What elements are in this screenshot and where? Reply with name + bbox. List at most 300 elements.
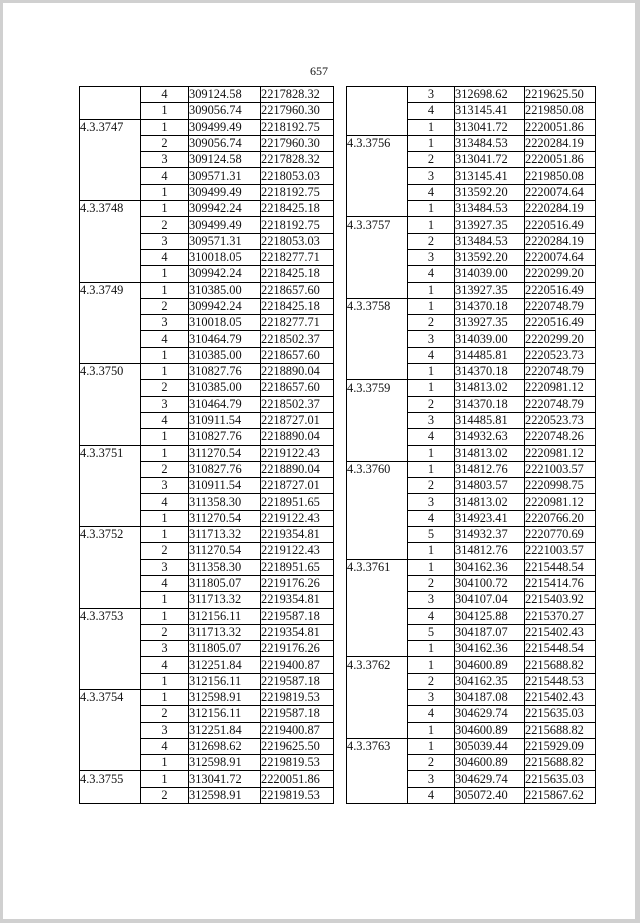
point-number-cell: 1 (408, 657, 455, 673)
parcel-id-cell (347, 364, 408, 380)
table-row (80, 494, 334, 510)
x-coordinate-cell: 312156.11 (189, 706, 261, 722)
parcel-id-cell (80, 787, 141, 803)
table-row (80, 592, 334, 608)
parcel-id-cell (347, 412, 408, 428)
table-row (80, 722, 334, 738)
parcel-id-cell (80, 706, 141, 722)
table-row (80, 315, 334, 331)
y-coordinate-cell: 2219625.50 (525, 87, 596, 103)
y-coordinate-cell: 2215688.82 (525, 657, 596, 673)
point-number-cell: 4 (408, 429, 455, 445)
parcel-id-cell (80, 755, 141, 771)
table-row (80, 298, 334, 314)
point-number-cell: 1 (141, 184, 189, 200)
point-number-cell: 3 (141, 559, 189, 575)
table-row (80, 641, 334, 657)
parcel-id-cell (80, 657, 141, 673)
point-number-cell: 1 (141, 755, 189, 771)
y-coordinate-cell: 2220051.86 (261, 771, 334, 787)
point-number-cell: 1 (141, 527, 189, 543)
x-coordinate-cell: 311270.54 (189, 445, 261, 461)
y-coordinate-cell: 2219176.26 (261, 575, 334, 591)
parcel-id-cell (347, 787, 408, 803)
y-coordinate-cell: 2219400.87 (261, 722, 334, 738)
x-coordinate-cell: 309571.31 (189, 233, 261, 249)
table-row (347, 543, 596, 559)
table-row (80, 201, 334, 217)
parcel-id-cell (347, 87, 408, 103)
point-number-cell: 1 (408, 445, 455, 461)
x-coordinate-cell: 314812.76 (455, 543, 525, 559)
point-number-cell: 4 (141, 657, 189, 673)
x-coordinate-cell: 312156.11 (189, 608, 261, 624)
x-coordinate-cell: 304600.89 (455, 657, 525, 673)
x-coordinate-cell: 312251.84 (189, 722, 261, 738)
point-number-cell: 1 (141, 429, 189, 445)
parcel-id-cell (80, 87, 141, 103)
table-row (80, 445, 334, 461)
parcel-id-cell (347, 722, 408, 738)
table-row (80, 249, 334, 265)
table-row (347, 249, 596, 265)
y-coordinate-cell: 2215635.03 (525, 706, 596, 722)
table-row (347, 706, 596, 722)
table-row (347, 624, 596, 640)
table-row (80, 543, 334, 559)
point-number-cell: 1 (141, 103, 189, 119)
y-coordinate-cell: 2220766.20 (525, 510, 596, 526)
table-row (80, 657, 334, 673)
table-row (347, 135, 596, 151)
point-number-cell: 2 (141, 706, 189, 722)
y-coordinate-cell: 2220299.20 (525, 331, 596, 347)
point-number-cell: 4 (141, 575, 189, 591)
table-row (80, 266, 334, 282)
table-row (347, 755, 596, 771)
point-number-cell: 1 (141, 771, 189, 787)
y-coordinate-cell: 2218502.37 (261, 396, 334, 412)
table-row (347, 673, 596, 689)
table-row (347, 641, 596, 657)
x-coordinate-cell: 313041.72 (189, 771, 261, 787)
point-number-cell: 1 (141, 445, 189, 461)
table-row (80, 168, 334, 184)
left-coordinate-table (79, 86, 334, 804)
x-coordinate-cell: 313927.35 (455, 282, 525, 298)
table-row (347, 380, 596, 396)
parcel-id-cell (80, 461, 141, 477)
table-row (80, 624, 334, 640)
x-coordinate-cell: 313041.72 (455, 119, 525, 135)
point-number-cell: 3 (408, 592, 455, 608)
point-number-cell: 1 (141, 689, 189, 705)
point-number-cell: 1 (141, 266, 189, 282)
parcel-id-cell (347, 510, 408, 526)
table-row (80, 771, 334, 787)
y-coordinate-cell: 2220523.73 (525, 412, 596, 428)
point-number-cell: 5 (408, 624, 455, 640)
x-coordinate-cell: 312598.91 (189, 689, 261, 705)
point-number-cell: 1 (408, 135, 455, 151)
point-number-cell: 1 (141, 119, 189, 135)
x-coordinate-cell: 310464.79 (189, 331, 261, 347)
parcel-id-cell (80, 298, 141, 314)
parcel-id-cell (347, 478, 408, 494)
parcel-id-cell (347, 331, 408, 347)
point-number-cell: 3 (141, 641, 189, 657)
y-coordinate-cell: 2215414.76 (525, 575, 596, 591)
parcel-id-cell (80, 315, 141, 331)
table-row (347, 266, 596, 282)
y-coordinate-cell: 2215448.54 (525, 641, 596, 657)
table-row (80, 135, 334, 151)
x-coordinate-cell: 314370.18 (455, 364, 525, 380)
x-coordinate-cell: 314039.00 (455, 331, 525, 347)
table-row (80, 738, 334, 754)
parcel-id-cell: 4.3.3761 (347, 559, 408, 575)
point-number-cell: 1 (408, 282, 455, 298)
table-row (80, 412, 334, 428)
point-number-cell: 3 (141, 315, 189, 331)
y-coordinate-cell: 2218727.01 (261, 412, 334, 428)
point-number-cell: 3 (141, 396, 189, 412)
y-coordinate-cell: 2218890.04 (261, 461, 334, 477)
x-coordinate-cell: 311713.32 (189, 592, 261, 608)
point-number-cell: 4 (408, 706, 455, 722)
parcel-id-cell: 4.3.3749 (80, 282, 141, 298)
parcel-id-cell (80, 510, 141, 526)
parcel-id-cell: 4.3.3748 (80, 201, 141, 217)
table-row (347, 103, 596, 119)
y-coordinate-cell: 2217960.30 (261, 135, 334, 151)
parcel-id-cell (347, 755, 408, 771)
parcel-id-cell: 4.3.3763 (347, 738, 408, 754)
x-coordinate-cell: 314485.81 (455, 347, 525, 363)
y-coordinate-cell: 2215688.82 (525, 722, 596, 738)
point-number-cell: 2 (408, 755, 455, 771)
x-coordinate-cell: 309942.24 (189, 201, 261, 217)
parcel-id-cell (80, 347, 141, 363)
table-row (347, 494, 596, 510)
parcel-id-cell (347, 673, 408, 689)
point-number-cell: 3 (141, 478, 189, 494)
y-coordinate-cell: 2219587.18 (261, 673, 334, 689)
y-coordinate-cell: 2220516.49 (525, 217, 596, 233)
x-coordinate-cell: 304100.72 (455, 575, 525, 591)
x-coordinate-cell: 311270.54 (189, 543, 261, 559)
table-row (347, 461, 596, 477)
y-coordinate-cell: 2220284.19 (525, 233, 596, 249)
table-row (347, 689, 596, 705)
table-row (347, 168, 596, 184)
x-coordinate-cell: 313484.53 (455, 233, 525, 249)
y-coordinate-cell: 2220284.19 (525, 201, 596, 217)
point-number-cell: 1 (408, 380, 455, 396)
x-coordinate-cell: 314813.02 (455, 445, 525, 461)
point-number-cell: 4 (141, 412, 189, 428)
y-coordinate-cell: 2218425.18 (261, 266, 334, 282)
y-coordinate-cell: 2218277.71 (261, 249, 334, 265)
x-coordinate-cell: 312598.91 (189, 787, 261, 803)
y-coordinate-cell: 2220284.19 (525, 135, 596, 151)
point-number-cell: 2 (141, 624, 189, 640)
y-coordinate-cell: 2220074.64 (525, 249, 596, 265)
parcel-id-cell (347, 119, 408, 135)
table-row (80, 527, 334, 543)
y-coordinate-cell: 2220074.64 (525, 184, 596, 200)
table-row (80, 787, 334, 803)
x-coordinate-cell: 311713.32 (189, 624, 261, 640)
point-number-cell: 1 (408, 217, 455, 233)
y-coordinate-cell: 2215402.43 (525, 624, 596, 640)
parcel-id-cell (347, 429, 408, 445)
point-number-cell: 3 (408, 168, 455, 184)
x-coordinate-cell: 311270.54 (189, 510, 261, 526)
point-number-cell: 2 (141, 543, 189, 559)
point-number-cell: 3 (141, 722, 189, 738)
table-row (347, 608, 596, 624)
table-row (80, 559, 334, 575)
parcel-id-cell (347, 396, 408, 412)
point-number-cell: 1 (408, 119, 455, 135)
x-coordinate-cell: 310464.79 (189, 396, 261, 412)
x-coordinate-cell: 309499.49 (189, 184, 261, 200)
point-number-cell: 1 (408, 722, 455, 738)
x-coordinate-cell: 309942.24 (189, 266, 261, 282)
table-row (347, 559, 596, 575)
y-coordinate-cell: 2217828.32 (261, 152, 334, 168)
x-coordinate-cell: 310911.54 (189, 412, 261, 428)
point-number-cell: 1 (141, 282, 189, 298)
x-coordinate-cell: 314370.18 (455, 396, 525, 412)
point-number-cell: 1 (408, 559, 455, 575)
parcel-id-cell: 4.3.3758 (347, 298, 408, 314)
y-coordinate-cell: 2219587.18 (261, 608, 334, 624)
x-coordinate-cell: 304629.74 (455, 771, 525, 787)
table-row (80, 380, 334, 396)
x-coordinate-cell: 314932.37 (455, 527, 525, 543)
parcel-id-cell (347, 689, 408, 705)
table-row (80, 217, 334, 233)
x-coordinate-cell: 310911.54 (189, 478, 261, 494)
table-row (80, 689, 334, 705)
parcel-id-cell (347, 103, 408, 119)
table-row (347, 396, 596, 412)
y-coordinate-cell: 2219587.18 (261, 706, 334, 722)
point-number-cell: 1 (408, 298, 455, 314)
x-coordinate-cell: 312598.91 (189, 755, 261, 771)
parcel-id-cell (80, 575, 141, 591)
parcel-id-cell (80, 641, 141, 657)
table-row (80, 152, 334, 168)
parcel-id-cell: 4.3.3755 (80, 771, 141, 787)
table-row (80, 673, 334, 689)
x-coordinate-cell: 310827.76 (189, 429, 261, 445)
y-coordinate-cell: 2219354.81 (261, 624, 334, 640)
point-number-cell: 4 (408, 510, 455, 526)
table-row (80, 608, 334, 624)
table-row (347, 445, 596, 461)
table-row (347, 478, 596, 494)
parcel-id-cell (347, 771, 408, 787)
point-number-cell: 1 (408, 364, 455, 380)
table-row (347, 787, 596, 803)
x-coordinate-cell: 304125.88 (455, 608, 525, 624)
point-number-cell: 1 (408, 201, 455, 217)
parcel-id-cell (80, 429, 141, 445)
point-number-cell: 4 (408, 266, 455, 282)
y-coordinate-cell: 2215635.03 (525, 771, 596, 787)
x-coordinate-cell: 313592.20 (455, 184, 525, 200)
parcel-id-cell: 4.3.3754 (80, 689, 141, 705)
point-number-cell: 1 (141, 592, 189, 608)
table-row (80, 575, 334, 591)
x-coordinate-cell: 310385.00 (189, 347, 261, 363)
table-row (347, 527, 596, 543)
table-row (80, 347, 334, 363)
table-row (347, 119, 596, 135)
x-coordinate-cell: 310385.00 (189, 282, 261, 298)
parcel-id-cell (80, 152, 141, 168)
x-coordinate-cell: 310827.76 (189, 461, 261, 477)
table-row (347, 412, 596, 428)
point-number-cell: 4 (141, 87, 189, 103)
x-coordinate-cell: 314932.63 (455, 429, 525, 445)
y-coordinate-cell: 2220516.49 (525, 282, 596, 298)
x-coordinate-cell: 304107.04 (455, 592, 525, 608)
point-number-cell: 4 (408, 103, 455, 119)
parcel-id-cell (347, 608, 408, 624)
table-row (347, 87, 596, 103)
point-number-cell: 4 (141, 249, 189, 265)
y-coordinate-cell: 2218890.04 (261, 429, 334, 445)
y-coordinate-cell: 2215403.92 (525, 592, 596, 608)
y-coordinate-cell: 2219850.08 (525, 103, 596, 119)
point-number-cell: 4 (141, 168, 189, 184)
y-coordinate-cell: 2215448.54 (525, 559, 596, 575)
point-number-cell: 2 (141, 217, 189, 233)
y-coordinate-cell: 2220748.26 (525, 429, 596, 445)
y-coordinate-cell: 2215867.62 (525, 787, 596, 803)
parcel-id-cell (347, 527, 408, 543)
point-number-cell: 2 (408, 673, 455, 689)
x-coordinate-cell: 314813.02 (455, 380, 525, 396)
y-coordinate-cell: 2218657.60 (261, 282, 334, 298)
parcel-id-cell (80, 103, 141, 119)
y-coordinate-cell: 2219354.81 (261, 527, 334, 543)
point-number-cell: 4 (141, 494, 189, 510)
table-row (347, 315, 596, 331)
parcel-id-cell (80, 217, 141, 233)
parcel-id-cell (347, 201, 408, 217)
y-coordinate-cell: 2220748.79 (525, 298, 596, 314)
point-number-cell: 1 (141, 347, 189, 363)
parcel-id-cell (80, 412, 141, 428)
y-coordinate-cell: 2220051.86 (525, 152, 596, 168)
y-coordinate-cell: 2220516.49 (525, 315, 596, 331)
table-row (347, 217, 596, 233)
table-row (80, 331, 334, 347)
x-coordinate-cell: 314370.18 (455, 298, 525, 314)
parcel-id-cell (80, 478, 141, 494)
x-coordinate-cell: 304600.89 (455, 755, 525, 771)
x-coordinate-cell: 309056.74 (189, 103, 261, 119)
y-coordinate-cell: 2219850.08 (525, 168, 596, 184)
point-number-cell: 2 (408, 315, 455, 331)
y-coordinate-cell: 2220748.79 (525, 396, 596, 412)
parcel-id-cell: 4.3.3757 (347, 217, 408, 233)
parcel-id-cell (80, 331, 141, 347)
y-coordinate-cell: 2218951.65 (261, 494, 334, 510)
parcel-id-cell (80, 184, 141, 200)
parcel-id-cell (80, 396, 141, 412)
x-coordinate-cell: 312156.11 (189, 673, 261, 689)
x-coordinate-cell: 309571.31 (189, 168, 261, 184)
parcel-id-cell: 4.3.3756 (347, 135, 408, 151)
parcel-id-cell (347, 641, 408, 657)
x-coordinate-cell: 313927.35 (455, 315, 525, 331)
point-number-cell: 2 (141, 380, 189, 396)
point-number-cell: 4 (141, 331, 189, 347)
x-coordinate-cell: 313484.53 (455, 135, 525, 151)
point-number-cell: 3 (408, 494, 455, 510)
parcel-id-cell (347, 282, 408, 298)
y-coordinate-cell: 2219819.53 (261, 787, 334, 803)
table-row (80, 396, 334, 412)
x-coordinate-cell: 311358.30 (189, 559, 261, 575)
parcel-id-cell (347, 543, 408, 559)
point-number-cell: 3 (408, 771, 455, 787)
point-number-cell: 2 (408, 233, 455, 249)
y-coordinate-cell: 2218053.03 (261, 168, 334, 184)
table-row (347, 510, 596, 526)
parcel-id-cell (347, 168, 408, 184)
point-number-cell: 3 (408, 689, 455, 705)
table-row (80, 461, 334, 477)
x-coordinate-cell: 304629.74 (455, 706, 525, 722)
table-row (80, 429, 334, 445)
x-coordinate-cell: 313484.53 (455, 201, 525, 217)
x-coordinate-cell: 304600.89 (455, 722, 525, 738)
table-row (347, 298, 596, 314)
y-coordinate-cell: 2221003.57 (525, 461, 596, 477)
y-coordinate-cell: 2218657.60 (261, 380, 334, 396)
parcel-id-cell (80, 266, 141, 282)
point-number-cell: 2 (141, 298, 189, 314)
parcel-id-cell (80, 543, 141, 559)
point-number-cell: 1 (408, 543, 455, 559)
x-coordinate-cell: 309124.58 (189, 87, 261, 103)
y-coordinate-cell: 2220523.73 (525, 347, 596, 363)
parcel-id-cell (80, 249, 141, 265)
point-number-cell: 4 (141, 738, 189, 754)
x-coordinate-cell: 309124.58 (189, 152, 261, 168)
y-coordinate-cell: 2219819.53 (261, 755, 334, 771)
point-number-cell: 2 (141, 787, 189, 803)
y-coordinate-cell: 2218192.75 (261, 119, 334, 135)
table-row (80, 119, 334, 135)
x-coordinate-cell: 314812.76 (455, 461, 525, 477)
y-coordinate-cell: 2218890.04 (261, 364, 334, 380)
point-number-cell: 4 (408, 787, 455, 803)
parcel-id-cell (80, 233, 141, 249)
point-number-cell: 1 (408, 461, 455, 477)
y-coordinate-cell: 2219354.81 (261, 592, 334, 608)
parcel-id-cell: 4.3.3750 (80, 364, 141, 380)
table-row (80, 103, 334, 119)
point-number-cell: 1 (408, 641, 455, 657)
